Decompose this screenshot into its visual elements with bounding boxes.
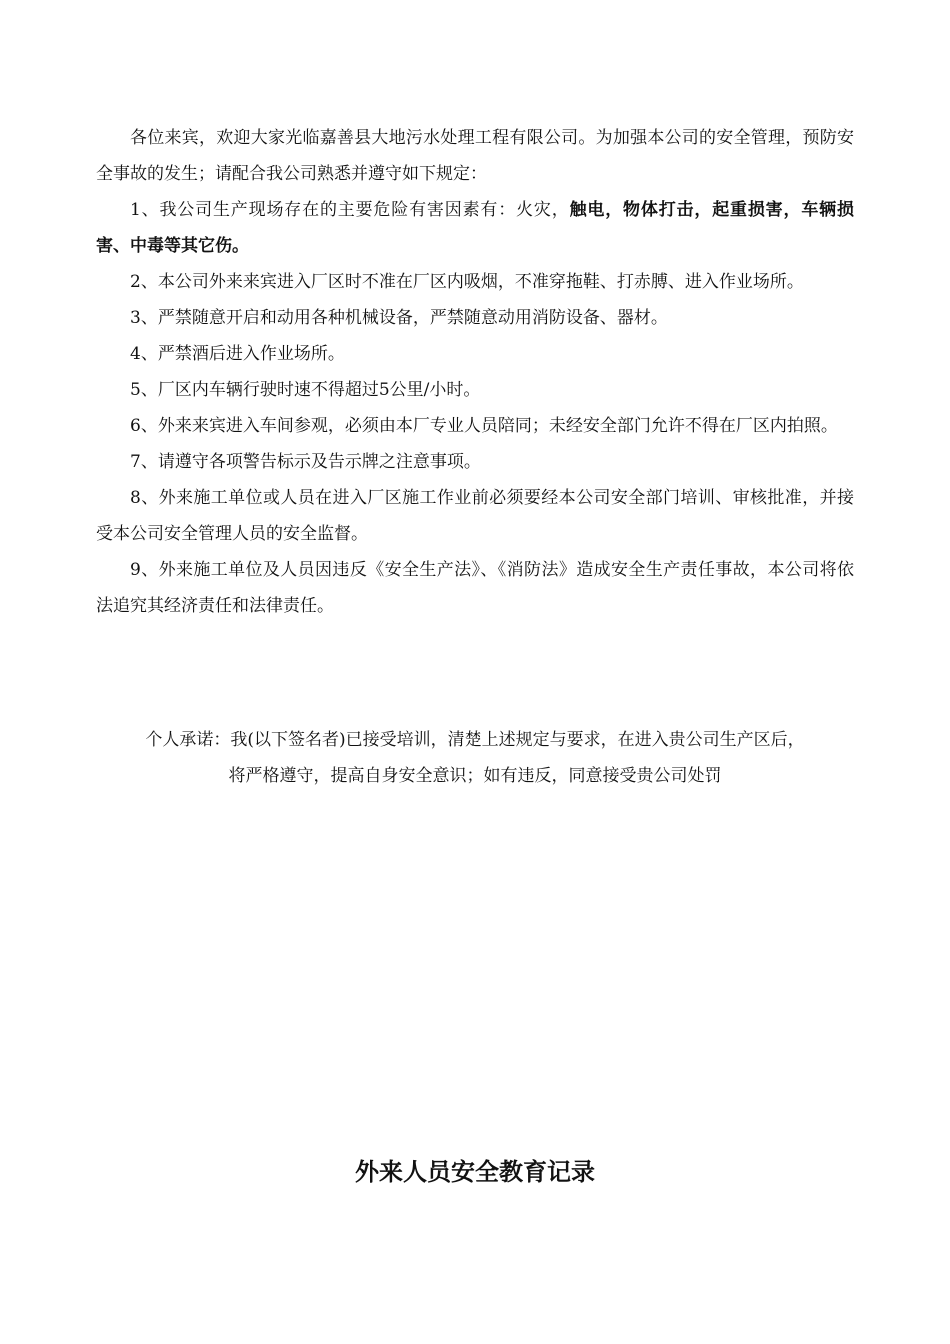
rule-8: 8、外来施工单位或人员在进入厂区施工作业前必须要经本公司安全部门培训、审核批准，并接受本公司安全管理人员的安全监督。 bbox=[96, 488, 854, 544]
regulations-section bbox=[96, 120, 854, 624]
rule-4: 4、严禁酒后进入作业场所。 bbox=[130, 344, 345, 364]
rule-5: 5、厂区内车辆行驶时速不得超过5公里/小时。 bbox=[130, 380, 481, 400]
pledge-line-2: 将严格遵守，提高自身安全意识；如有违反，同意接受贵公司处罚 bbox=[228, 766, 722, 786]
rule-7: 7、请遵守各项警告标示及告示牌之注意事项。 bbox=[130, 452, 481, 472]
rule-1-bold-text: 触电，物体打击，起重损害，车辆损害、中毒等其它伤。 bbox=[96, 200, 855, 256]
record-title: 外来人员安全教育记录 bbox=[355, 1158, 595, 1186]
rule-9: 9、外来施工单位及人员因违反《安全生产法》、《消防法》造成安全生产责任事故，本公司将依法追究其经济责任和法律责任。 bbox=[96, 560, 854, 616]
pledge-line-1: 个人承诺：我(以下签名者)已接受培训，清楚上述规定与要求，在进入贵公司生产区后， bbox=[145, 730, 805, 750]
personal-pledge bbox=[96, 722, 854, 794]
rule-3: 3、严禁随意开启和动用各种机械设备，严禁随意动用消防设备、器材。 bbox=[130, 308, 668, 328]
intro-paragraph: 各位来宾，欢迎大家光临嘉善县大地污水处理工程有限公司。为加强本公司的安全管理，预防安全事故的发生；请配合我公司熟悉并遵守如下规定： bbox=[96, 128, 854, 184]
rule-2: 2、本公司外来来宾进入厂区时不准在厂区内吸烟，不准穿拖鞋、打赤膊、进入作业场所。 bbox=[130, 272, 804, 292]
rule-6: 6、外来来宾进入车间参观，必须由本厂专业人员陪同；未经安全部门允许不得在厂区内拍照。 bbox=[130, 416, 838, 436]
rule-1 bbox=[96, 192, 854, 264]
rule-1-text: 1、我公司生产现场存在的主要危险有害因素有：火灾， bbox=[130, 200, 570, 220]
